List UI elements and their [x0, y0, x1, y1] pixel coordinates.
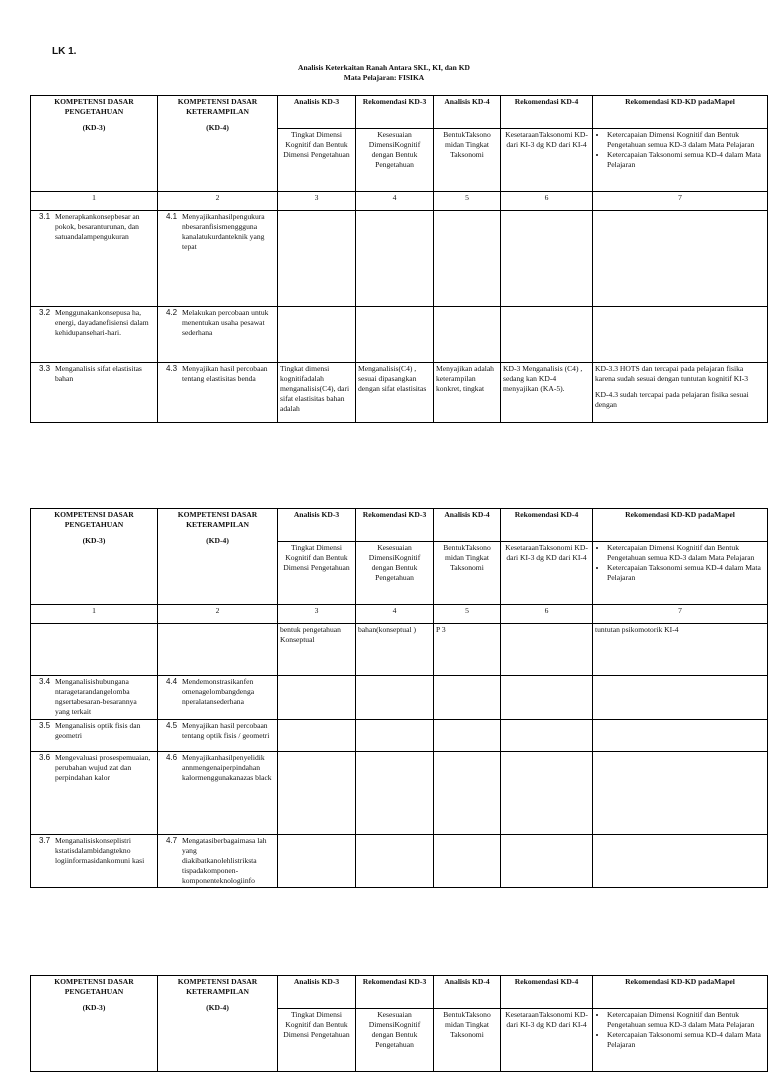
header-analisis-kd4: Analisis KD-4	[434, 96, 501, 129]
empty-cell	[593, 676, 768, 720]
header-kd-keterampilan: KOMPETENSI DASAR KETERAMPILAN (KD-4)	[158, 509, 278, 605]
header-rekomendasi-mapel: Rekomendasi KD-KD padaMapel	[593, 96, 768, 129]
rekomendasi-kd4-cell	[501, 307, 593, 363]
rekomendasi-mapel-cell	[593, 211, 768, 307]
kd4-cell	[158, 624, 278, 676]
header-row	[31, 976, 768, 1009]
sub-rekomendasi-kd4: KesetaraanTaksonomi KD-dari KI-3 dg KD dari KI-4	[501, 1009, 593, 1072]
empty-cell	[278, 752, 356, 835]
kd4-cell: 4.1 Menyajikanhasilpengukura nbesaranfisismenggguna kanalatukurdanteknik yang tepat	[158, 211, 278, 307]
rekomendasi-kd3-cell	[356, 211, 434, 307]
rekomendasi-kd3-cell: Menganalisis(C4) , sesuai dipasangkan dengan sifat elastisitas	[356, 363, 434, 423]
col-number: 4	[356, 192, 434, 211]
kd4-cell: 4.5 Menyajikan hasil percobaan tentang optik fisis / geometri	[158, 720, 278, 752]
sub-analisis-kd3: Tingkat Dimensi Kognitif dan Bentuk Dimensi Pengetahuan	[278, 1009, 356, 1072]
document-title: Analisis Keterkaitan Ranah Antara SKL, KI, dan KD	[298, 63, 470, 72]
header-row	[31, 509, 768, 542]
header-rekomendasi-kd3: Rekomendasi KD-3	[356, 976, 434, 1009]
empty-cell	[356, 835, 434, 888]
empty-cell	[593, 835, 768, 888]
empty-cell	[501, 752, 593, 835]
col-number: 5	[434, 192, 501, 211]
table-row	[31, 752, 768, 835]
analysis-table-1	[30, 95, 768, 423]
empty-cell	[434, 835, 501, 888]
header-analisis-kd3: Analisis KD-3	[278, 976, 356, 1009]
empty-cell	[501, 676, 593, 720]
header-rekomendasi-mapel: Rekomendasi KD-KD padaMapel	[593, 976, 768, 1009]
table-row	[31, 720, 768, 752]
kd4-cell: 4.7 Mengatasiberbagaimasa lah yang diakibatkanolehlistrikstа tispadakomponen-komponenteknologiinfo	[158, 835, 278, 888]
sub-analisis-kd4: BentukTaksono midan Tingkat Taksonomi	[434, 542, 501, 605]
header-analisis-kd4: Analisis KD-4	[434, 976, 501, 1009]
rekomendasi-mapel-cell: KD-3.3 HOTS dan tercapai pada pelajaran fisika karena sudah sesuai dengan tuntutan kognitif KI-3 KD-4.3 sudah tercapai pada pelajaran fisika sesuai dengan	[593, 363, 768, 423]
sub-rekomendasi-kd3: Kesesuaian DimensiKognitif dengan Bentuk Pengetahuan	[356, 129, 434, 192]
kd3-cell: 3.6 Mengevaluasi prosespemuaian, perubahan wujud zat dan perpindahan kalor	[31, 752, 158, 835]
col-number: 2	[158, 605, 278, 624]
col-number: 6	[501, 605, 593, 624]
rekomendasi-kd4-cell	[501, 624, 593, 676]
kd3-cell: 3.5 Menganalisis optik fisis dan geometri	[31, 720, 158, 752]
document-subtitle: Mata Pelajaran: FISIKA	[343, 73, 425, 82]
empty-cell	[501, 720, 593, 752]
sub-analisis-kd3: Tingkat Dimensi Kognitif dan Bentuk Dimensi Pengetahuan	[278, 542, 356, 605]
kd3-cell: 3.4 Menganalisishubungana ntaragetarandangelomba ngsertabesaran-besarannya yang terkait	[31, 676, 158, 720]
column-number-row	[31, 192, 768, 211]
bullet-item: • Ketercapaian Dimensi Kognitif dan Bentuk Pengetahuan semua KD-3 dalam Mata Pelajaran	[607, 543, 765, 563]
header-rekomendasi-mapel: Rekomendasi KD-KD padaMapel	[593, 509, 768, 542]
analisis-kd3-cell: bentuk pengetahuan Konseptual	[278, 624, 356, 676]
kd3-cell: 3.7 Menganalisiskonseplistri kstatisdalambidangtekno logiinformasidankomuni kasi	[31, 835, 158, 888]
empty-cell	[501, 835, 593, 888]
table-row	[31, 211, 768, 307]
column-number-row	[31, 605, 768, 624]
table-row	[31, 835, 768, 888]
col-number: 3	[278, 605, 356, 624]
rekomendasi-mapel-cell: tuntutan psikomotorik KI-4	[593, 624, 768, 676]
empty-cell	[593, 752, 768, 835]
sub-analisis-kd4: BentukTaksono midan Tingkat Taksonomi	[434, 1009, 501, 1072]
empty-cell	[278, 676, 356, 720]
col-number: 1	[31, 192, 158, 211]
continuation-row	[31, 624, 768, 676]
empty-cell	[356, 720, 434, 752]
kd4-cell: 4.6 Menyajikanhasilpenyelidik annmengenaiperpindahan kalormenggunakanazas black	[158, 752, 278, 835]
sub-rekomendasi-kd4: KesetaraanTaksonomi KD-dari KI-3 dg KD dari KI-4	[501, 542, 593, 605]
header-analisis-kd3: Analisis KD-3	[278, 509, 356, 542]
rekomendasi-kd3-cell	[356, 307, 434, 363]
header-kd-keterampilan: KOMPETENSI DASAR KETERAMPILAN (KD-4)	[158, 976, 278, 1072]
col-number: 2	[158, 192, 278, 211]
kd4-cell: 4.2 Melakukan percobaan untuk menentukan usaha pesawat sederhana	[158, 307, 278, 363]
col-number: 6	[501, 192, 593, 211]
bullet-item: • Ketercapaian Taksonomi semua KD-4 dalam Mata Pelajaran	[607, 1030, 765, 1050]
bullet-item: • Ketercapaian Taksonomi semua KD-4 dalam Mata Pelajaran	[607, 563, 765, 583]
analisis-kd3-cell: Tingkat dimensi kognitifadalah menganalisis(C4), dari sifat elastisitas bahan adalah	[278, 363, 356, 423]
kd3-cell: 3.3 Menganalisis sifat elastisitas bahan	[31, 363, 158, 423]
table-row	[31, 307, 768, 363]
analisis-kd4-cell: Menyajikan adalah keterampilan konkret, tingkat	[434, 363, 501, 423]
header-kd-pengetahuan: KOMPETENSI DASAR PENGETAHUAN (KD-3)	[31, 509, 158, 605]
col-number: 7	[593, 605, 768, 624]
analisis-kd3-cell	[278, 307, 356, 363]
kd4-cell: 4.4 Mendemonstrasikanfen omenagelombangdenga nperalatansederhana	[158, 676, 278, 720]
header-rekomendasi-kd3: Rekomendasi KD-3	[356, 96, 434, 129]
table-row	[31, 676, 768, 720]
analysis-table-2	[30, 508, 768, 888]
empty-cell	[278, 720, 356, 752]
empty-cell	[278, 835, 356, 888]
sub-rekomendasi-mapel	[593, 1009, 768, 1072]
bullet-item: • Ketercapaian Taksonomi semua KD-4 dalam Mata Pelajaran	[607, 150, 765, 170]
header-rekomendasi-kd3: Rekomendasi KD-3	[356, 509, 434, 542]
sub-rekomendasi-kd4: KesetaraanTaksonomi KD-dari KI-3 dg KD dari KI-4	[501, 129, 593, 192]
kd3-cell: 3.2 Menggunakankonsepusa ha, energi, dayadanefisiensi dalam kehidupansehari-hari.	[31, 307, 158, 363]
empty-cell	[434, 752, 501, 835]
sub-analisis-kd4: BentukTaksono midan Tingkat Taksonomi	[434, 129, 501, 192]
header-rekomendasi-kd4: Rekomendasi KD-4	[501, 509, 593, 542]
analisis-kd3-cell	[278, 211, 356, 307]
bullet-item: • Ketercapaian Dimensi Kognitif dan Bentuk Pengetahuan semua KD-3 dalam Mata Pelajaran	[607, 130, 765, 150]
empty-cell	[434, 720, 501, 752]
empty-cell	[356, 752, 434, 835]
empty-cell	[434, 676, 501, 720]
header-analisis-kd4: Analisis KD-4	[434, 509, 501, 542]
col-number: 7	[593, 192, 768, 211]
sub-rekomendasi-mapel	[593, 542, 768, 605]
empty-cell	[593, 720, 768, 752]
col-number: 1	[31, 605, 158, 624]
rekomendasi-mapel-cell	[593, 307, 768, 363]
bullet-item: • Ketercapaian Dimensi Kognitif dan Bentuk Pengetahuan semua KD-3 dalam Mata Pelajaran	[607, 1010, 765, 1030]
worksheet-label: LK 1.	[52, 46, 77, 57]
sub-rekomendasi-mapel	[593, 129, 768, 192]
col-number: 4	[356, 605, 434, 624]
rekomendasi-kd4-cell: KD-3 Menganalisis (C4) , sedang kan KD-4 menyajikan (KA-5).	[501, 363, 593, 423]
header-rekomendasi-kd4: Rekomendasi KD-4	[501, 96, 593, 129]
header-kd-pengetahuan: KOMPETENSI DASAR PENGETAHUAN (KD-3)	[31, 976, 158, 1072]
sub-analisis-kd3: Tingkat Dimensi Kognitif dan Bentuk Dimensi Pengetahuan	[278, 129, 356, 192]
col-number: 3	[278, 192, 356, 211]
col-number: 5	[434, 605, 501, 624]
kd4-cell: 4.3 Menyajikan hasil percobaan tentang elastisitas benda	[158, 363, 278, 423]
header-kd-pengetahuan: KOMPETENSI DASAR PENGETAHUAN (KD-3)	[31, 96, 158, 192]
rekomendasi-kd3-cell: bahan(konseptual )	[356, 624, 434, 676]
kd3-cell	[31, 624, 158, 676]
analisis-kd4-cell: P 3	[434, 624, 501, 676]
header-row	[31, 96, 768, 129]
empty-cell	[356, 676, 434, 720]
analisis-kd4-cell	[434, 307, 501, 363]
sub-rekomendasi-kd3: Kesesuaian DimensiKognitif dengan Bentuk Pengetahuan	[356, 1009, 434, 1072]
header-kd-keterampilan: KOMPETENSI DASAR KETERAMPILAN (KD-4)	[158, 96, 278, 192]
table-row	[31, 363, 768, 423]
header-analisis-kd3: Analisis KD-3	[278, 96, 356, 129]
rekomendasi-kd4-cell	[501, 211, 593, 307]
header-rekomendasi-kd4: Rekomendasi KD-4	[501, 976, 593, 1009]
kd3-cell: 3.1 Menerapkankonsepbesar an pokok, besaranturunan, dan satuandalampengukuran	[31, 211, 158, 307]
analisis-kd4-cell	[434, 211, 501, 307]
sub-rekomendasi-kd3: Kesesuaian DimensiKognitif dengan Bentuk Pengetahuan	[356, 542, 434, 605]
